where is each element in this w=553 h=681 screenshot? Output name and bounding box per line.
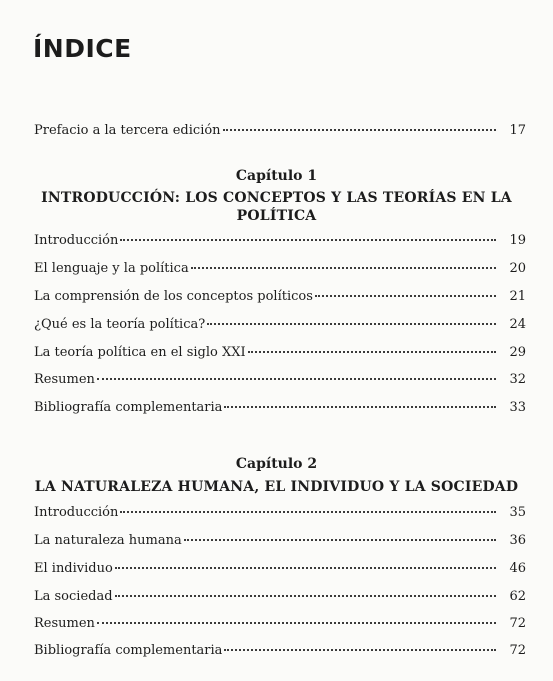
dot-leader (120, 239, 496, 241)
toc-entry[interactable] (34, 643, 526, 663)
dot-leader (115, 567, 496, 569)
dot-leader (115, 595, 496, 597)
toc-entry-page: 20 (509, 261, 526, 276)
toc-entry-page: 29 (509, 345, 526, 360)
toc-entry[interactable] (34, 505, 526, 525)
toc-entry[interactable] (34, 289, 526, 309)
toc-entry-page: 17 (509, 123, 526, 138)
chapter-1-title: INTRODUCCIÓN: LOS CONCEPTOS Y LAS TEORÍAS EN LA POLÍTICA (41, 190, 512, 224)
toc-entry-page: 46 (509, 561, 526, 576)
toc-entry-label: Resumen (34, 372, 95, 387)
toc-entry-page: 72 (509, 616, 526, 631)
toc-entry-label: Introducción (34, 505, 119, 520)
toc-entry[interactable] (34, 372, 526, 392)
toc-entry-label: Bibliografía complementaria (34, 400, 223, 415)
dot-leader (191, 267, 496, 269)
dot-leader (207, 323, 496, 325)
toc-entry-page: 36 (509, 533, 526, 548)
toc-entry-page: 24 (509, 317, 526, 332)
toc-entry[interactable] (34, 261, 526, 281)
dot-leader (97, 378, 496, 380)
dot-leader (315, 295, 496, 297)
chapter-2-title: LA NATURALEZA HUMANA, EL INDIVIDUO Y LA SOCIEDAD (34, 479, 519, 495)
dot-leader (224, 649, 496, 651)
chapter-2-number: Capítulo 2 (235, 456, 318, 472)
toc-entry-label: El lenguaje y la política (34, 261, 189, 276)
toc-entry[interactable] (34, 561, 526, 581)
toc-entry[interactable] (34, 589, 526, 609)
toc-entry[interactable] (34, 616, 526, 636)
chapter-1-number: Capítulo 1 (235, 168, 318, 184)
toc-entry-label: La naturaleza humana (34, 533, 182, 548)
page-title: ÍNDICE (33, 34, 132, 63)
toc-entry[interactable] (34, 317, 526, 337)
toc-entry-page: 19 (509, 233, 526, 248)
toc-entry-label: El individuo (34, 561, 113, 576)
dot-leader (223, 129, 496, 131)
dot-leader (184, 539, 496, 541)
toc-entry-label: Prefacio a la tercera edición (34, 123, 221, 138)
toc-entry-page: 35 (509, 505, 526, 520)
dot-leader (248, 351, 496, 353)
toc-entry-label: La teoría política en el siglo XXI (34, 345, 246, 360)
toc-entry-label: ¿Qué es la teoría política? (34, 317, 206, 332)
dot-leader (120, 511, 496, 513)
toc-entry[interactable] (34, 233, 526, 253)
toc-entry[interactable] (34, 345, 526, 365)
toc-entry-label: La comprensión de los conceptos políticos (34, 289, 313, 304)
toc-entry-page: 21 (509, 289, 526, 304)
toc-entry-page: 72 (509, 643, 526, 658)
toc-entry-page: 33 (509, 400, 526, 415)
toc-entry-label: Resumen (34, 616, 95, 631)
toc-entry-label: La sociedad (34, 589, 113, 604)
toc-entry-page: 62 (509, 589, 526, 604)
toc-entry-label: Introducción (34, 233, 119, 248)
toc-entry-preface[interactable] (34, 123, 526, 143)
toc-entry[interactable] (34, 400, 526, 420)
toc-entry-page: 32 (509, 372, 526, 387)
toc-entry[interactable] (34, 533, 526, 553)
toc-entry-label: Bibliografía complementaria (34, 643, 223, 658)
dot-leader (224, 406, 496, 408)
dot-leader (97, 622, 496, 624)
